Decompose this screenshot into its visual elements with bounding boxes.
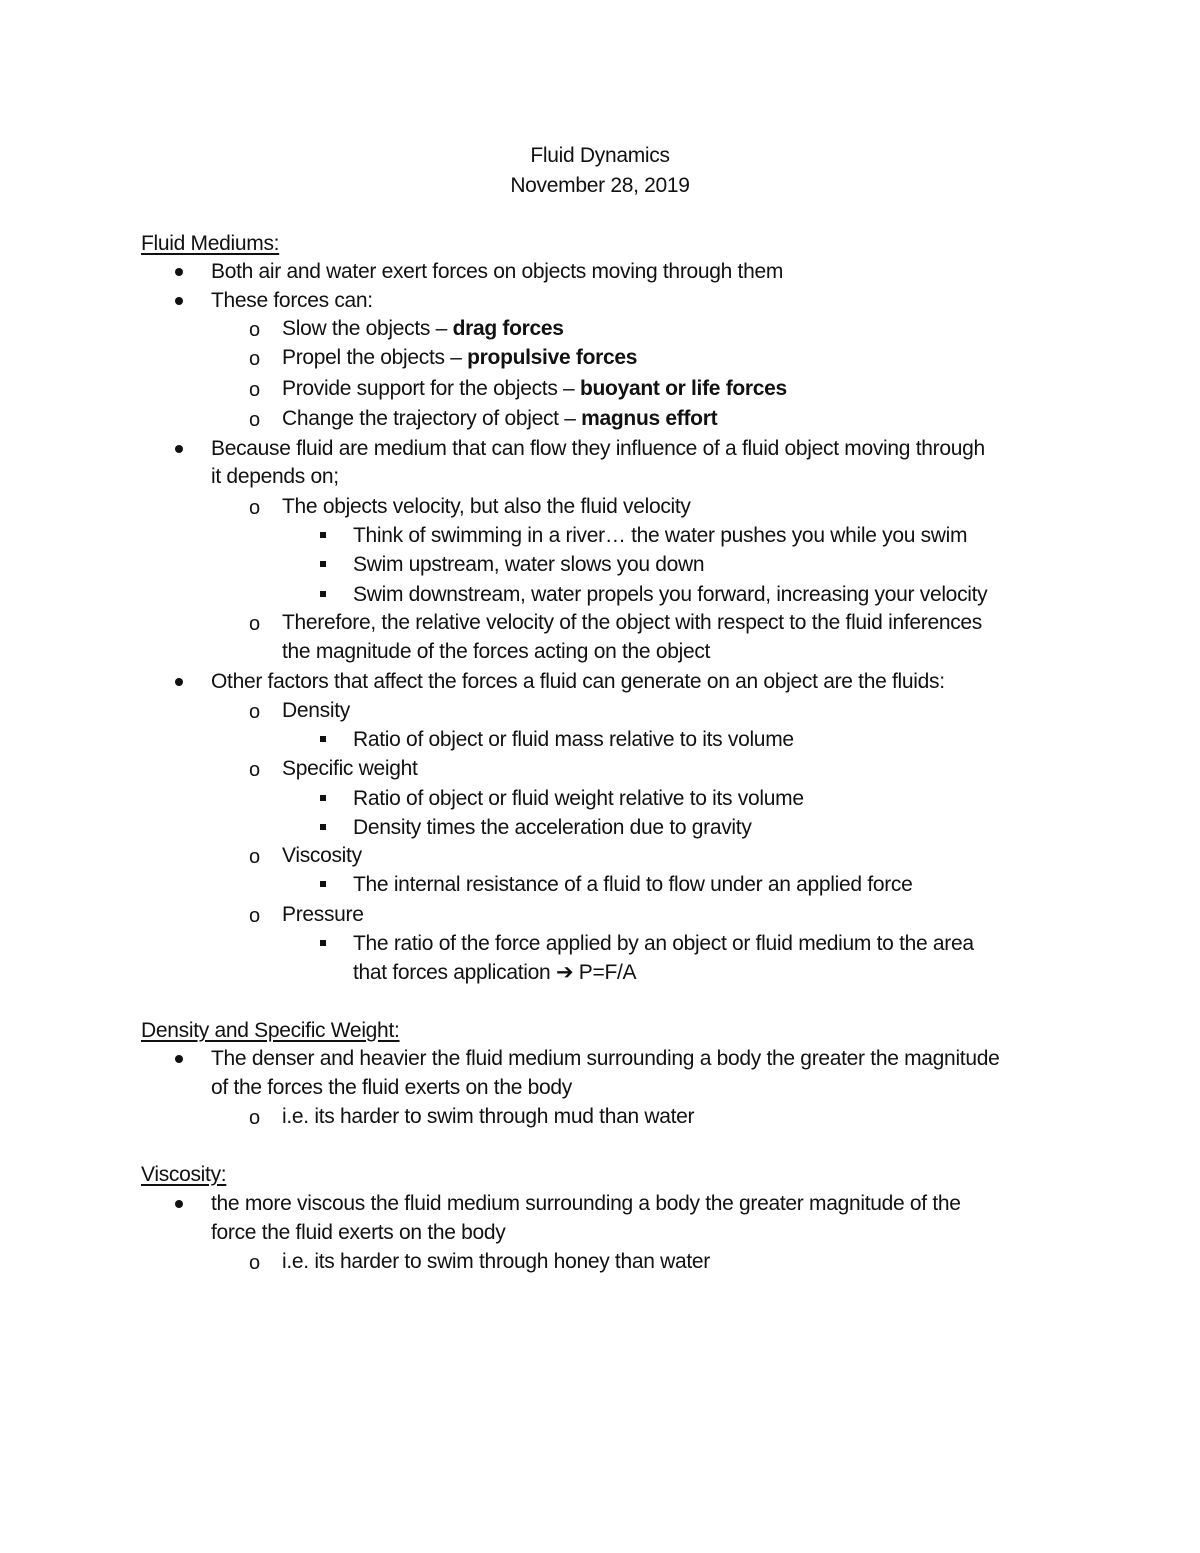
square-bullet-icon — [320, 561, 326, 567]
sub-sub-bullet-text: Swim downstream, water propels you forward, increasing your velocity — [353, 583, 988, 606]
sub-sub-bullet-text: Swim upstream, water slows you down — [353, 553, 705, 576]
circle-bullet-icon: o — [249, 613, 261, 635]
bullet-text: The denser and heavier the fluid medium surrounding a body the greater the magnitude — [211, 1047, 1000, 1070]
square-bullet-icon — [320, 591, 326, 597]
bullet-icon — [175, 297, 183, 305]
square-bullet-icon — [320, 940, 326, 946]
sub-sub-bullet-text: Density times the acceleration due to gravity — [353, 816, 752, 839]
right-arrow-icon: ➔ — [555, 961, 574, 984]
sub-sub-bullet-text: Ratio of object or fluid mass relative to its volume — [353, 728, 794, 751]
circle-bullet-icon: o — [249, 759, 261, 781]
sub-sub-bullet-text: Think of swimming in a river… the water pushes you while you swim — [353, 524, 968, 547]
sub-sub-bullet-text: The ratio of the force applied by an object or fluid medium to the area — [353, 932, 974, 955]
circle-bullet-icon: o — [249, 905, 261, 927]
document-title: Fluid Dynamics — [530, 144, 670, 167]
square-bullet-icon — [320, 824, 326, 830]
circle-bullet-icon: o — [249, 1252, 261, 1274]
circle-bullet-icon: o — [249, 379, 261, 401]
circle-bullet-icon: o — [249, 409, 261, 431]
bullet-text: the more viscous the fluid medium surrounding a body the greater magnitude of the — [211, 1192, 961, 1215]
circle-bullet-icon: o — [249, 497, 261, 519]
sub-bullet-text: The objects velocity, but also the fluid velocity — [282, 495, 691, 518]
bullet-text-continued: it depends on; — [211, 465, 339, 488]
square-bullet-icon — [320, 532, 326, 538]
bullet-icon — [175, 1200, 183, 1208]
bullet-icon — [175, 445, 183, 453]
bullet-icon — [175, 1055, 183, 1063]
sub-bullet-text: Therefore, the relative velocity of the object with respect to the fluid inferences — [282, 611, 982, 634]
sub-bullet-text: Slow the objects – drag forces — [282, 317, 564, 340]
sub-bullet-text: Viscosity — [282, 844, 362, 867]
bullet-text: Because fluid are medium that can flow they influence of a fluid object moving through — [211, 437, 985, 460]
square-bullet-icon — [320, 881, 326, 887]
bullet-icon — [175, 268, 183, 276]
circle-bullet-icon: o — [249, 846, 261, 868]
bullet-text-continued: of the forces the fluid exerts on the body — [211, 1076, 572, 1099]
document-date: November 28, 2019 — [510, 174, 690, 197]
bullet-text: Other factors that affect the forces a fluid can generate on an object are the fluids: — [211, 670, 945, 693]
section-heading-viscosity: Viscosity: — [141, 1163, 227, 1186]
circle-bullet-icon: o — [249, 1107, 261, 1129]
sub-bullet-text: Provide support for the objects – buoyant or life forces — [282, 377, 787, 400]
sub-sub-bullet-text: The internal resistance of a fluid to flow under an applied force — [353, 873, 913, 896]
sub-sub-bullet-text-continued: that forces application ➔ P=F/A — [353, 961, 637, 984]
sub-bullet-text: Change the trajectory of object – magnus effort — [282, 407, 718, 430]
bullet-icon — [175, 678, 183, 686]
sub-bullet-text-continued: the magnitude of the forces acting on the object — [282, 640, 711, 663]
circle-bullet-icon: o — [249, 348, 261, 370]
square-bullet-icon — [320, 736, 326, 742]
bullet-text-continued: force the fluid exerts on the body — [211, 1221, 506, 1244]
section-heading-fluid-mediums: Fluid Mediums: — [141, 232, 280, 255]
bullet-text: These forces can: — [211, 289, 373, 312]
sub-bullet-text: i.e. its harder to swim through honey than water — [282, 1250, 710, 1273]
sub-bullet-text: Specific weight — [282, 757, 418, 780]
section-heading-density-specific-weight: Density and Specific Weight: — [141, 1019, 400, 1042]
sub-bullet-text: Propel the objects – propulsive forces — [282, 346, 638, 369]
circle-bullet-icon: o — [249, 319, 261, 341]
sub-bullet-text: Pressure — [282, 903, 364, 926]
sub-bullet-text: i.e. its harder to swim through mud than water — [282, 1105, 695, 1128]
square-bullet-icon — [320, 795, 326, 801]
circle-bullet-icon: o — [249, 701, 261, 723]
sub-bullet-text: Density — [282, 699, 350, 722]
sub-sub-bullet-text: Ratio of object or fluid weight relative to its volume — [353, 787, 804, 810]
bullet-text: Both air and water exert forces on objects moving through them — [211, 260, 784, 283]
